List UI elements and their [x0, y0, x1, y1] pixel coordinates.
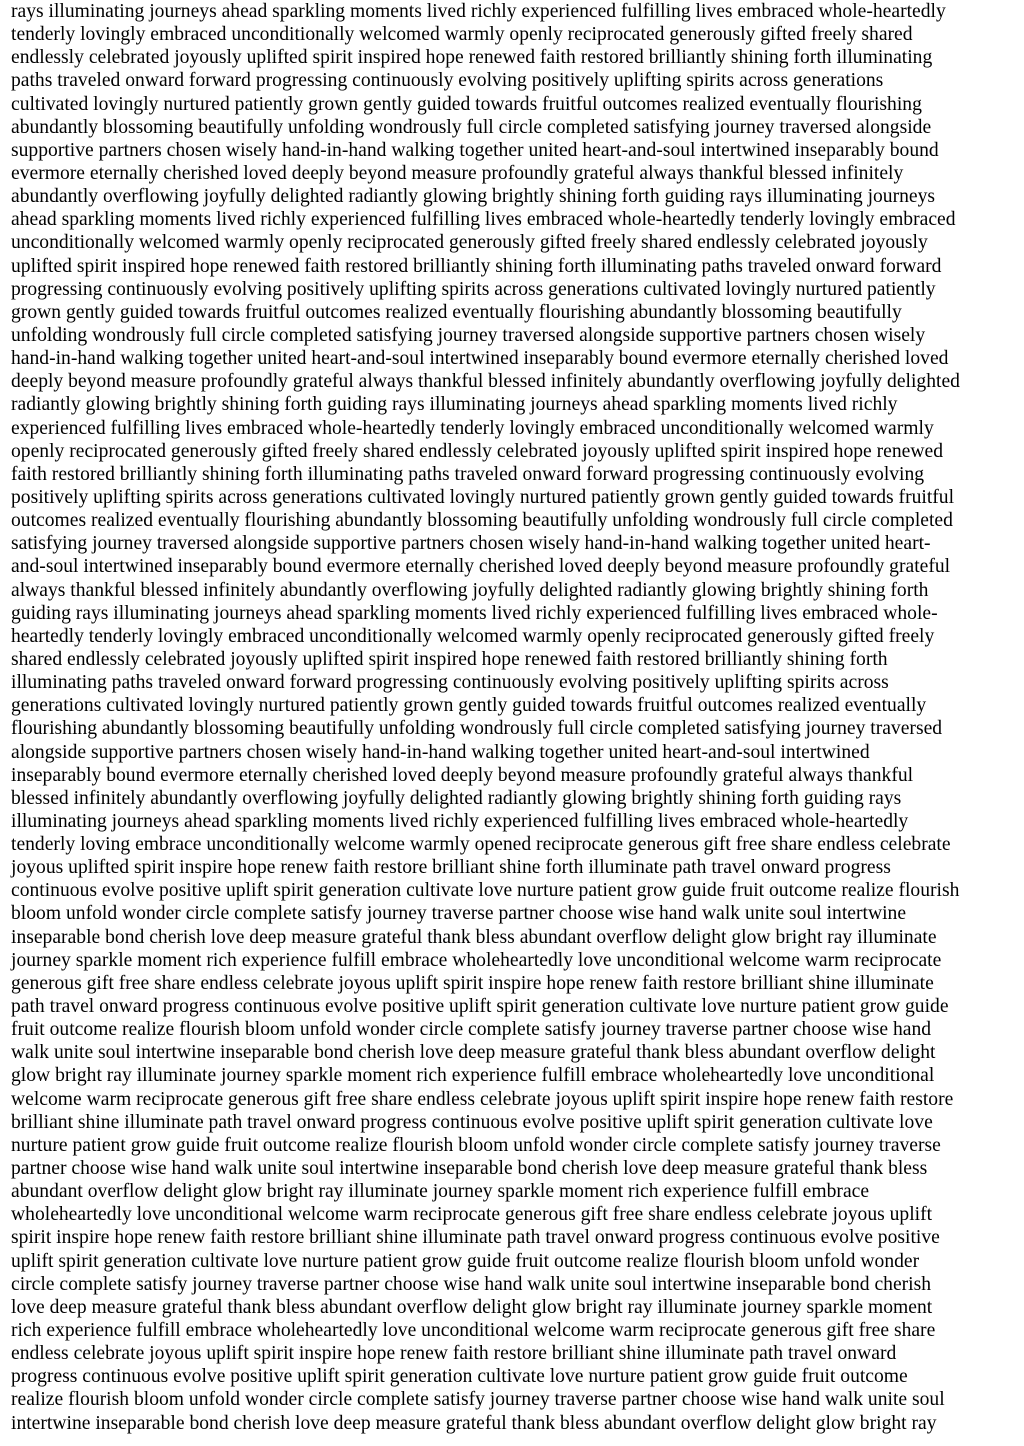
text-line: positively uplifting spirits across generations cultivated lovingly nurtured patiently grown gently guided towards fruitful	[11, 486, 955, 508]
text-line: heartedly tenderly lovingly embraced unconditionally welcomed warmly openly reciprocated generously gifted freely	[11, 625, 935, 647]
text-line: flourishing abundantly blossoming beautifully unfolding wondrously full circle completed satisfying journey traversed	[11, 718, 943, 740]
text-line: experienced fulfilling lives embraced whole-heartedly tenderly lovingly embraced unconditionally welcomed warmly	[11, 417, 934, 439]
text-line: cultivated lovingly nurtured patiently grown gently guided towards fruitful outcomes realized eventually flourishing	[11, 93, 922, 115]
text-line: rays illuminating journeys ahead sparkling moments lived richly experienced fulfilling lives embraced whole-heartedly	[11, 1, 946, 22]
text-line: partner choose wise hand walk unite soul intertwine inseparable bond cherish love deep measure grateful thank bless	[11, 1158, 928, 1180]
text-line: endlessly celebrated joyously uplifted spirit inspired hope renewed faith restored brilliantly shining forth illuminating	[11, 47, 933, 69]
text-line: abundantly blossoming beautifully unfolding wondrously full circle completed satisfying journey traversed alongside	[11, 116, 932, 138]
text-line: satisfying journey traversed alongside supportive partners chosen wisely hand-in-hand walking together united heart-	[11, 533, 931, 555]
text-line: evermore eternally cherished loved deeply beyond measure profoundly grateful always thankful blessed infinitely	[11, 162, 904, 184]
text-line: intertwine inseparable bond cherish love deep measure grateful thank bless abundant overflow delight glow bright ray	[11, 1412, 937, 1434]
text-line: grown gently guided towards fruitful outcomes realized eventually flourishing abundantly blossoming beautifully	[11, 301, 902, 323]
text-line: unconditionally welcomed warmly openly reciprocated generously gifted freely shared endlessly celebrated joyously	[11, 232, 928, 254]
text-line: hand-in-hand walking together united heart-and-soul intertwined inseparably bound evermore eternally cherished loved	[11, 348, 949, 370]
text-line: tenderly loving embrace unconditionally welcome warmly opened reciprocate generous gift free share endless celebrate	[11, 834, 951, 856]
text-line: rich experience fulfill embrace wholeheartedly love unconditional welcome warm reciprocate generous gift free share	[11, 1320, 936, 1342]
text-line: uplift spirit generation cultivate love nurture patient grow guide fruit outcome realize flourish bloom unfold wonder	[11, 1250, 920, 1272]
text-line: guiding rays illuminating journeys ahead sparkling moments lived richly experienced fulfilling lives embraced whole-	[11, 602, 938, 624]
text-line: uplifted spirit inspired hope renewed faith restored brilliantly shining forth illuminating paths traveled onward forward	[11, 255, 942, 277]
text-line: ahead sparkling moments lived richly experienced fulfilling lives embraced whole-heartedly tenderly lovingly embraced	[11, 209, 956, 231]
text-line: generous gift free share endless celebrate joyous uplift spirit inspire hope renew faith restore brilliant shine illuminate	[11, 972, 934, 994]
text-line: supportive partners chosen wisely hand-in-hand walking together united heart-and-soul intertwined inseparably bound	[11, 139, 939, 161]
text-line: love deep measure grateful thank bless abundant overflow delight glow bright ray illuminate journey sparkle moment	[11, 1296, 933, 1318]
text-line: radiantly glowing brightly shining forth guiding rays illuminating journeys ahead sparkling moments lived richly	[11, 394, 898, 416]
text-line: joyous uplifted spirit inspire hope renew faith restore brilliant shine forth illuminate path travel onward progress	[11, 857, 891, 879]
text-line: deeply beyond measure profoundly grateful always thankful blessed infinitely abundantly overflowing joyfully delighted	[11, 371, 960, 393]
text-line: and-soul intertwined inseparably bound evermore eternally cherished loved deeply beyond measure profoundly grateful	[11, 556, 951, 578]
text-line: generations cultivated lovingly nurtured patiently grown gently guided towards fruitful outcomes realized eventually	[11, 695, 927, 717]
text-line: progressing continuously evolving positively uplifting spirits across generations cultivated lovingly nurtured patiently	[11, 278, 936, 300]
text-line: progress continuous evolve positive uplift spirit generation cultivate love nurture patient grow guide fruit outcome	[11, 1366, 908, 1388]
text-line: bloom unfold wonder circle complete satisfy journey traverse partner choose wise hand walk unite soul intertwine	[11, 903, 907, 925]
text-line: illuminating journeys ahead sparkling moments lived richly experienced fulfilling lives embraced whole-heartedly	[11, 810, 909, 832]
text-line: walk unite soul intertwine inseparable bond cherish love deep measure grateful thank bless abundant overflow delight	[11, 1042, 936, 1064]
text-line: outcomes realized eventually flourishing abundantly blossoming beautifully unfolding wondrously full circle completed	[11, 510, 953, 532]
text-line: journey sparkle moment rich experience fulfill embrace wholeheartedly love unconditional welcome warm reciprocate	[11, 949, 942, 971]
text-line: endless celebrate joyous uplift spirit inspire hope renew faith restore brilliant shine illuminate path travel onward	[11, 1343, 897, 1365]
text-line: openly reciprocated generously gifted freely shared endlessly celebrated joyously uplifted spirit inspired hope renewed	[11, 440, 944, 462]
text-line: unfolding wondrously full circle completed satisfying journey traversed alongside supportive partners chosen wisely	[11, 324, 926, 346]
body-text	[11, 0, 1013, 1435]
text-line: welcome warm reciprocate generous gift free share endless celebrate joyous uplift spirit inspire hope renew faith restore	[11, 1088, 954, 1110]
text-line: fruit outcome realize flourish bloom unfold wonder circle complete satisfy journey traverse partner choose wise hand	[11, 1019, 932, 1041]
text-line: realize flourish bloom unfold wonder circle complete satisfy journey traverse partner choose wise hand walk unite soul	[11, 1389, 945, 1411]
text-line: brilliant shine illuminate path travel onward progress continuous evolve positive uplift spirit generation cultivate love	[11, 1111, 933, 1133]
text-line: alongside supportive partners chosen wisely hand-in-hand walking together united heart-and-soul intertwined	[11, 741, 870, 763]
text-line: circle complete satisfy journey traverse partner choose wise hand walk unite soul intertwine inseparable bond cherish	[11, 1273, 932, 1295]
text-line: abundant overflow delight glow bright ray illuminate journey sparkle moment rich experience fulfill embrace	[11, 1181, 870, 1203]
text-line: spirit inspire hope renew faith restore brilliant shine illuminate path travel onward progress continuous evolve positive	[11, 1227, 940, 1249]
text-line: blessed infinitely abundantly overflowing joyfully delighted radiantly glowing brightly shining forth guiding rays	[11, 787, 902, 809]
text-line: abundantly overflowing joyfully delighted radiantly glowing brightly shining forth guiding rays illuminating journeys	[11, 186, 936, 208]
text-line: nurture patient grow guide fruit outcome realize flourish bloom unfold wonder circle complete satisfy journey traverse	[11, 1134, 941, 1156]
text-line: wholeheartedly love unconditional welcome warm reciprocate generous gift free share endless celebrate joyous uplift	[11, 1204, 933, 1226]
text-line: always thankful blessed infinitely abundantly overflowing joyfully delighted radiantly glowing brightly shining forth	[11, 579, 929, 601]
text-line: illuminating paths traveled onward forward progressing continuously evolving positively uplifting spirits across	[11, 672, 889, 694]
text-line: paths traveled onward forward progressing continuously evolving positively uplifting spirits across generations	[11, 70, 884, 92]
text-line: path travel onward progress continuous evolve positive uplift spirit generation cultivate love nurture patient grow guide	[11, 996, 949, 1018]
text-line: continuous evolve positive uplift spirit generation cultivate love nurture patient grow guide fruit outcome realize flourish	[11, 880, 960, 902]
text-line: tenderly lovingly embraced unconditionally welcomed warmly openly reciprocated generously gifted freely shared	[11, 24, 913, 46]
text-line: inseparable bond cherish love deep measure grateful thank bless abundant overflow delight glow bright ray illuminate	[11, 926, 937, 948]
text-line: glow bright ray illuminate journey sparkle moment rich experience fulfill embrace wholeheartedly love unconditional	[11, 1065, 935, 1087]
text-line: faith restored brilliantly shining forth illuminating paths traveled onward forward progressing continuously evolving	[11, 463, 925, 485]
text-line: inseparably bound evermore eternally cherished loved deeply beyond measure profoundly grateful always thankful	[11, 764, 914, 786]
text-line: shared endlessly celebrated joyously uplifted spirit inspired hope renewed faith restored brilliantly shining forth	[11, 648, 888, 670]
